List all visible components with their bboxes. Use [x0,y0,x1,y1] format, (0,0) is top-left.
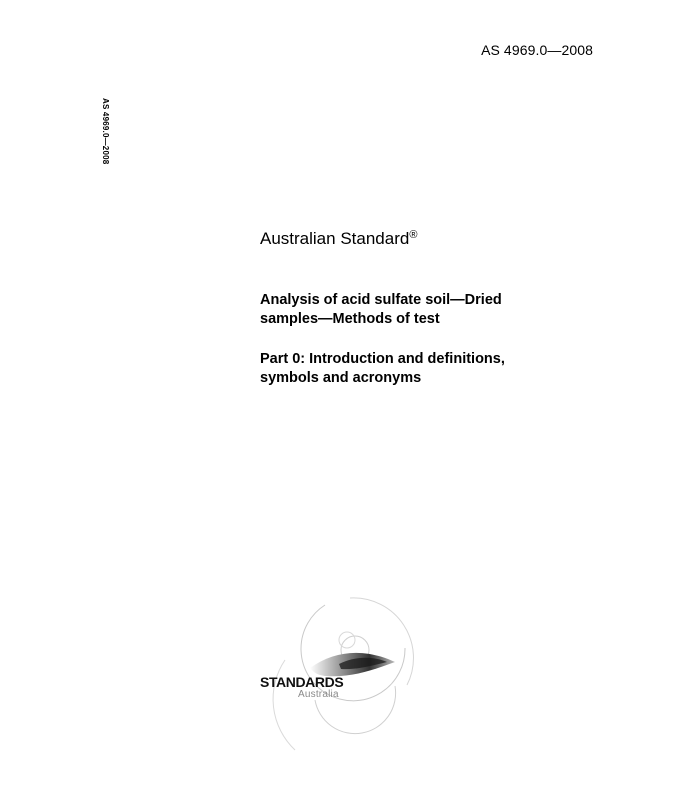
document-part-line: Part 0: Introduction and definitions, [260,351,505,367]
logo-subtext: Australia [298,689,339,700]
document-part-title [260,350,640,388]
standard-label [260,229,417,249]
document-part-line: symbols and acronyms [260,370,422,386]
registered-mark: ® [409,229,418,241]
logo-wordmark: STANDARDS [260,674,344,690]
document-title [260,291,620,329]
standards-australia-logo [255,590,435,760]
document-number: AS 4969.0—2008 [481,42,593,58]
spine-document-number: AS 4969.0—2008 [101,98,110,165]
document-title-line: Analysis of acid sulfate soil—Dried [260,292,502,308]
document-title-line: samples—Methods of test [260,311,440,327]
standard-label-text: Australian Standard [260,229,410,248]
